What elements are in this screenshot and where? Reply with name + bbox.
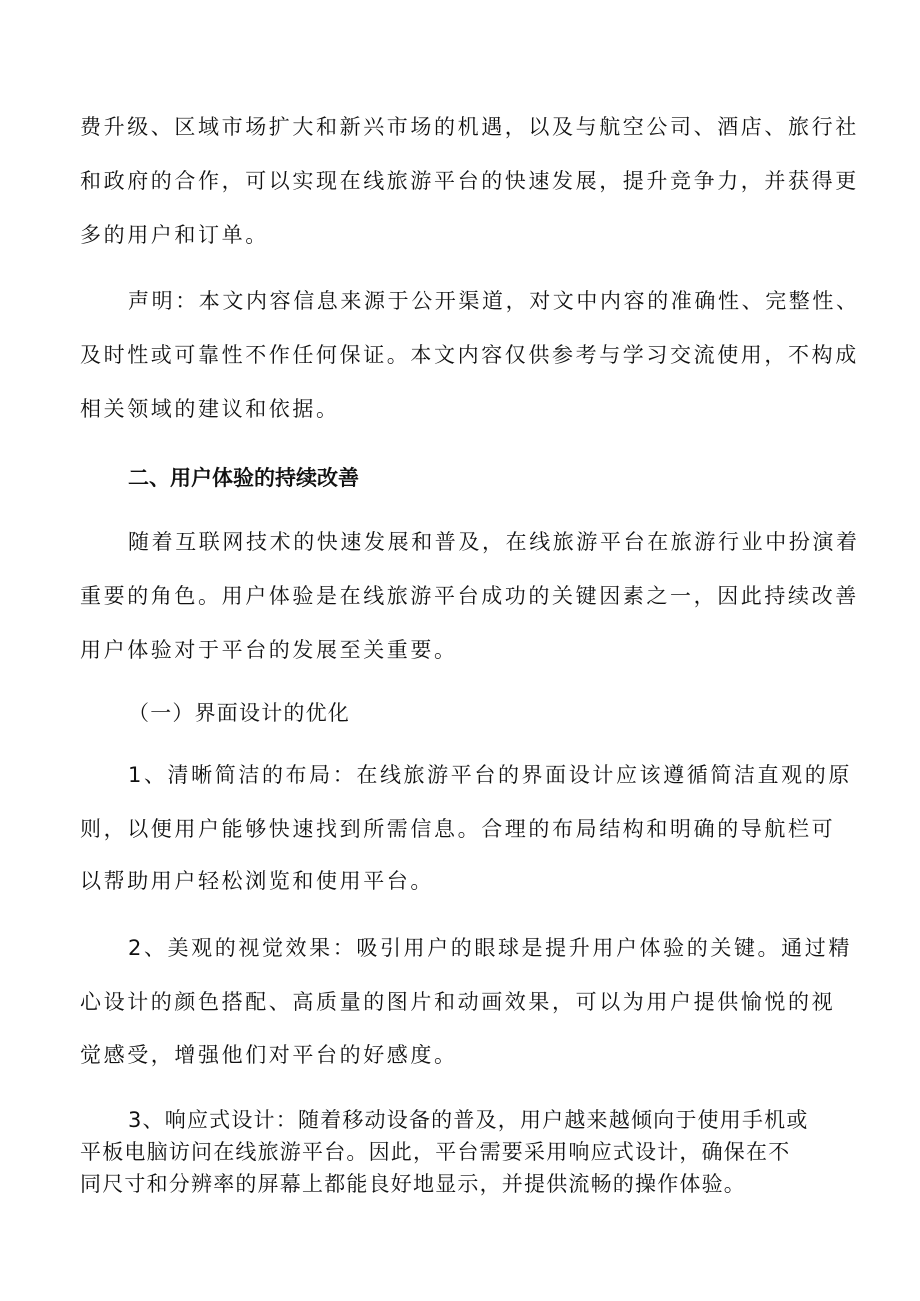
- item2-line-3: 觉感受，增强他们对平台的好感度。: [80, 1043, 458, 1067]
- section-heading: 二、用户体验的持续改善: [128, 466, 359, 490]
- item1-line-1: 1、清晰简洁的布局：在线旅游平台的界面设计应该遵循简洁直观的原: [128, 763, 852, 787]
- intro-line-3: 多的用户和订单。: [80, 223, 269, 247]
- intro-line-2: 和政府的合作，可以实现在线旅游平台的快速发展，提升竞争力，并获得更: [80, 169, 859, 193]
- section-intro-line-1: 随着互联网技术的快速发展和普及，在线旅游平台在旅游行业中扮演着: [128, 530, 860, 554]
- item2-line-2: 心设计的颜色搭配、高质量的图片和动画效果，可以为用户提供愉悦的视: [80, 990, 836, 1014]
- intro-line-1: 费升级、区域市场扩大和新兴市场的机遇，以及与航空公司、酒店、旅行社: [80, 115, 859, 139]
- item3-line-2: 平板电脑访问在线旅游平台。因此，平台需要采用响应式设计，确保在不: [80, 1140, 791, 1164]
- item1-line-2: 则，以便用户能够快速找到所需信息。合理的布局结构和明确的导航栏可: [80, 817, 836, 841]
- item3-line-3: 同尺寸和分辨率的屏幕上都能良好地显示，并提供流畅的操作体验。: [80, 1172, 746, 1196]
- disclaimer-line-3: 相关领域的建议和依据。: [80, 397, 340, 421]
- item3-line-1: 3、响应式设计：随着移动设备的普及，用户越来越倾向于使用手机或: [128, 1108, 809, 1132]
- subsection-heading: （一）界面设计的优化: [128, 701, 350, 725]
- section-intro-line-3: 用户体验对于平台的发展至关重要。: [80, 638, 458, 662]
- item1-line-3: 以帮助用户轻松浏览和使用平台。: [80, 869, 434, 893]
- item2-line-1: 2、美观的视觉效果：吸引用户的眼球是提升用户体验的关键。通过精: [128, 936, 852, 960]
- disclaimer-line-1: 声明：本文内容信息来源于公开渠道，对文中内容的准确性、完整性、: [128, 289, 860, 313]
- section-intro-line-2: 重要的角色。用户体验是在线旅游平台成功的关键因素之一，因此持续改善: [80, 584, 859, 608]
- disclaimer-line-2: 及时性或可靠性不作任何保证。本文内容仅供参考与学习交流使用，不构成: [80, 343, 859, 367]
